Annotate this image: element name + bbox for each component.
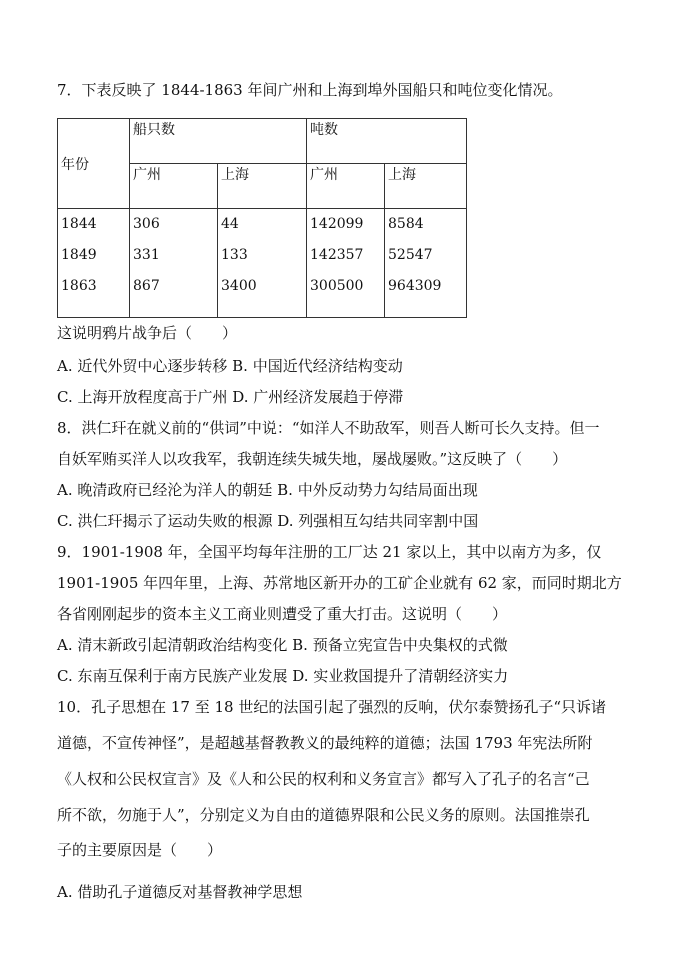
q8-options-cd: C. 洪仁玕揭示了运动失败的根源 D. 列强相互勾结共同宰割中国 [57, 512, 479, 530]
year-value: 1844 [61, 216, 97, 232]
q9-line1: 9．1901-1908 年，全国平均每年注册的工厂达 21 家以上，其中以南方为多，仅 [57, 543, 602, 561]
tons-shanghai-value: 8584 [388, 216, 424, 232]
q8-line1: 8．洪仁玕在就义前的“供词”中说：“如洋人不助敌军，则吾人断可长久支持。但一 [57, 419, 600, 437]
tons-shanghai-cell [385, 209, 467, 318]
ships-shanghai-cell [218, 209, 307, 318]
tons-guangzhou-value: 142357 [310, 247, 364, 263]
ships-shanghai-header: 上海 [218, 164, 307, 209]
year-value: 1849 [61, 247, 97, 263]
ships-shanghai-value: 44 [221, 216, 239, 232]
q10-line1: 10．孔子思想在 17 至 18 世纪的法国引起了强烈的反响，伏尔泰赞扬孔子“只诉诸 [57, 698, 607, 716]
tons-guangzhou-value: 142099 [310, 216, 364, 232]
tons-shanghai-value: 52547 [388, 247, 433, 263]
q10-line2: 道德，不宣传神怪”，是超越基督教教义的最纯粹的道德；法国 1793 年宪法所附 [57, 734, 593, 752]
tons-header: 吨数 [307, 119, 467, 164]
tons-shanghai-value: 964309 [388, 278, 442, 294]
ships-shanghai-value: 133 [221, 247, 248, 263]
tons-guangzhou-value: 300500 [310, 278, 364, 294]
q9-options-cd: C. 东南互保利于南方民族产业发展 D. 实业救国提升了清朝经济实力 [57, 667, 509, 685]
q10-line3: 《人权和公民权宣言》及《人和公民的权利和义务宣言》都写入了孔子的名言“己 [57, 770, 590, 788]
q10-line5: 子的主要原因是（ ） [57, 841, 223, 859]
q9-options-ab: A. 清末新政引起清朝政治结构变化 B. 预备立宪宣告中央集权的式微 [57, 636, 508, 654]
q10-option-a: A. 借助孔子道德反对基督教神学思想 [57, 883, 303, 901]
ships-header: 船只数 [130, 119, 307, 164]
tons-guangzhou-cell [307, 209, 385, 318]
q7-options-cd: C. 上海开放程度高于广州 D. 广州经济发展趋于停滞 [57, 388, 404, 406]
q7-options-ab: A. 近代外贸中心逐步转移 B. 中国近代经济结构变动 [57, 357, 403, 375]
ships-guangzhou-value: 867 [133, 278, 160, 294]
ships-tonnage-table [57, 118, 467, 318]
q7-stem: 7．下表反映了 1844-1863 年间广州和上海到埠外国船只和吨位变化情况。 [57, 81, 563, 99]
q10-line4: 所不欲，勿施于人”，分别定义为自由的道德界限和公民义务的原则。法国推崇孔 [57, 806, 590, 824]
q7-follow: 这说明鸦片战争后（ ） [57, 324, 238, 342]
tons-shanghai-header: 上海 [385, 164, 467, 209]
ships-shanghai-value: 3400 [221, 278, 257, 294]
ships-guangzhou-value: 331 [133, 247, 160, 263]
q8-line2: 自妖军贿买洋人以攻我军，我朝连续失城失地，屡战屡败。”这反映了（ ） [57, 450, 568, 468]
tons-guangzhou-header: 广州 [307, 164, 385, 209]
q8-options-ab: A. 晚清政府已经沦为洋人的朝廷 B. 中外反动势力勾结局面出现 [57, 481, 478, 499]
ships-guangzhou-cell [130, 209, 218, 318]
years-cell [58, 209, 130, 318]
ships-guangzhou-value: 306 [133, 216, 160, 232]
year-header: 年份 [58, 119, 130, 209]
ships-guangzhou-header: 广州 [130, 164, 218, 209]
year-value: 1863 [61, 278, 97, 294]
q9-line2: 1901-1905 年四年里，上海、苏常地区新开办的工矿企业就有 62 家，而同时期北方 [57, 574, 622, 592]
q9-line3: 各省刚刚起步的资本主义工商业则遭受了重大打击。这说明（ ） [57, 605, 508, 623]
